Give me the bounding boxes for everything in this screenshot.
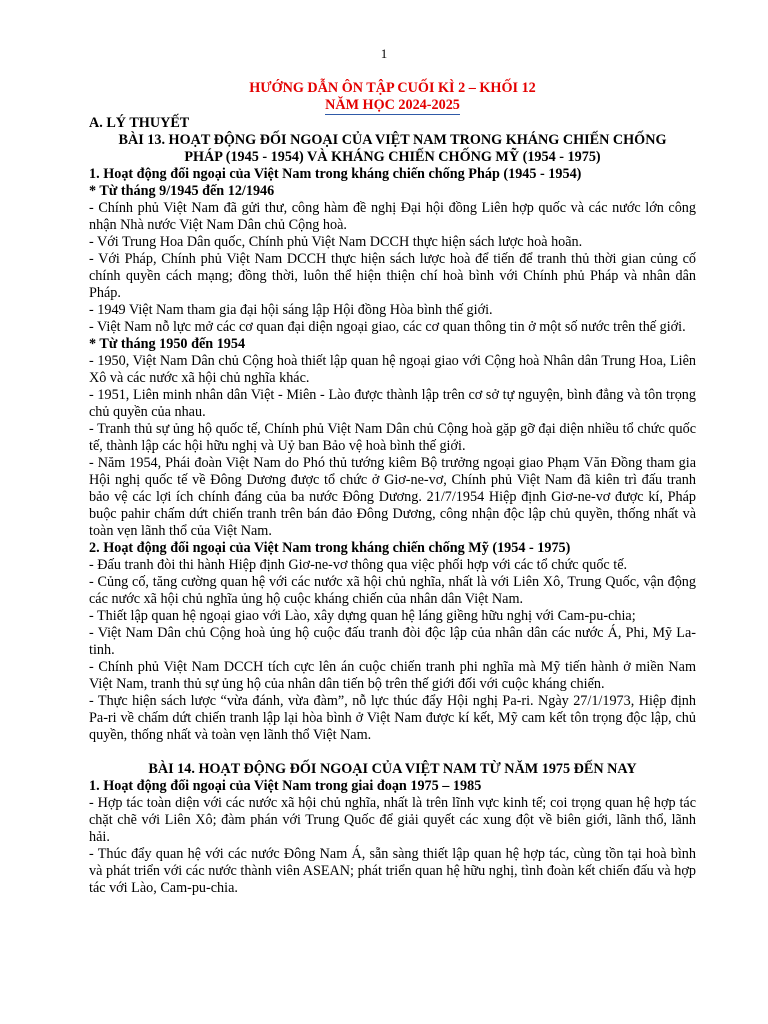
paragraph: - Năm 1954, Phái đoàn Việt Nam do Phó thủ tướng kiêm Bộ trưởng ngoại giao Phạm Văn Đồng tham gia Hội nghị quốc tế về Đông Dương được tổ chức ở Giơ-ne-vơ, Chính phủ Việt Nam đã kiên trì đấu tranh bảo vệ các lợi ích chính đáng của ba nước Đông Dương. 21/7/1954 Hiệp định Giơ-ne-vơ được kí, Pháp buộc pahir chấm dứt chiến tranh trên bán đảo Đông Dương, công nhận độc lập chủ quyền, thống nhất và toàn vẹn lãnh thổ của Việt Nam.: [89, 455, 696, 539]
paragraph: - Thiết lập quan hệ ngoại giao với Lào, xây dựng quan hệ láng giềng hữu nghị với Cam-pu-chia;: [89, 608, 636, 624]
paragraph: - Chính phủ Việt Nam DCCH tích cực lên án cuộc chiến tranh phi nghĩa mà Mỹ tiến hành ở miền Nam Việt Nam, tranh thủ sự ủng hộ của nhân dân tiến bộ trên thế giới đối với cuộc kháng chiến.: [89, 659, 696, 692]
paragraph: - Hợp tác toàn diện với các nước xã hội chủ nghĩa, nhất là trên lĩnh vực kinh tế; coi trọng quan hệ hợp tác chặt chẽ với Liên Xô; đàm phán với Trung Quốc để giải quyết các xung đột về biên giới, lãnh thổ, lãnh hải.: [89, 795, 696, 845]
paragraph: - 1951, Liên minh nhân dân Việt - Miên - Lào được thành lập trên cơ sở tự nguyện, bình đẳng và tôn trọng chủ quyền của nhau.: [89, 387, 696, 420]
paragraph: - Việt Nam nỗ lực mở các cơ quan đại diện ngoại giao, các cơ quan thông tin ở một số nước trên thế giới.: [89, 319, 686, 335]
lesson13-heading-line2: PHÁP (1945 - 1954) VÀ KHÁNG CHIẾN CHỐNG MỸ (1954 - 1975): [184, 149, 601, 165]
document-subtitle: [89, 97, 696, 115]
period1-heading: * Từ tháng 9/1945 đến 12/1946: [89, 183, 275, 199]
period2-heading: * Từ tháng 1950 đến 1954: [89, 336, 246, 352]
paragraph: - Với Trung Hoa Dân quốc, Chính phủ Việt Nam DCCH thực hiện sách lược hoà hoãn.: [89, 234, 583, 250]
section-heading-theory: A. LÝ THUYẾT: [89, 115, 190, 131]
paragraph: - Với Pháp, Chính phủ Việt Nam DCCH thực hiện sách lược hoà để tiến để tranh thủ thời gian củng cố chính quyền cách mạng; đồng thời, luôn thể hiện thiện chí hoà bình với Chính phủ Pháp và nhân dân Pháp.: [89, 251, 696, 301]
paragraph: - Thực hiện sách lược “vừa đánh, vừa đàm”, nỗ lực thúc đẩy Hội nghị Pa-ri. Ngày 27/1/1973, Hiệp định Pa-ri về chấm dứt chiến tranh lập lại hòa bình ở Việt Nam được kí kết, Mỹ cam kết tôn trọng độc lập, chủ quyền, thống nhất và toàn vẹn lãnh thổ Việt Nam.: [89, 693, 696, 743]
paragraph: - Thúc đẩy quan hệ với các nước Đông Nam Á, sẵn sàng thiết lập quan hệ hợp tác, cùng tồn tại hoà bình và phát triển với các nước thành viên ASEAN; phát triển quan hệ hữu nghị, tình đoàn kết chiến đấu và hợp tác với Lào, Cam-pu-chia.: [89, 846, 696, 896]
document-title: HƯỚNG DẪN ÔN TẬP CUỐI KÌ 2 – KHỐI 12: [249, 80, 536, 96]
paragraph: - Củng cố, tăng cường quan hệ với các nước xã hội chủ nghĩa, nhất là với Liên Xô, Trung Quốc, vận động các nước xã hội chủ nghĩa ủng hộ cuộc kháng chiến của nhân dân Việt Nam.: [89, 574, 696, 607]
spacer: [89, 744, 696, 761]
document-body: [89, 80, 696, 897]
paragraph: - Việt Nam Dân chủ Cộng hoà ủng hộ cuộc đấu tranh đòi độc lập của nhân dân các nước Á, Phi, Mỹ La-tinh.: [89, 625, 696, 658]
paragraph: - 1950, Việt Nam Dân chủ Cộng hoà thiết lập quan hệ ngoại giao với Cộng hoà Nhân dân Trung Hoa, Liên Xô và các nước xã hội chủ nghĩa khác.: [89, 353, 696, 386]
school-year: NĂM HỌC 2024-2025: [325, 97, 460, 113]
paragraph: - 1949 Việt Nam tham gia đại hội sáng lập Hội đồng Hòa bình thế giới.: [89, 302, 493, 318]
lesson14-part1-heading: 1. Hoạt động đối ngoại của Việt Nam trong giai đoạn 1975 – 1985: [89, 778, 482, 794]
page-number: 1: [380, 46, 388, 61]
lesson13-part2-heading: 2. Hoạt động đối ngoại của Việt Nam trong kháng chiến chống Mỹ (1954 - 1975): [89, 540, 571, 556]
paragraph: - Tranh thủ sự ủng hộ quốc tế, Chính phủ Việt Nam Dân chủ Cộng hoà gặp gỡ đại diện nhiều tổ chức quốc tế, thành lập các hội hữu nghị và Uỷ ban Bảo vệ hoà bình thế giới.: [89, 421, 696, 454]
paragraph: - Chính phủ Việt Nam đã gửi thư, công hàm đề nghị Đại hội đồng Liên hợp quốc và các nước lớn công nhận Nhà nước Việt Nam Dân chủ Cộng hoà.: [89, 200, 696, 233]
lesson14-heading: BÀI 14. HOẠT ĐỘNG ĐỐI NGOẠI CỦA VIỆT NAM TỪ NĂM 1975 ĐẾN NAY: [148, 761, 637, 777]
lesson13-part1-heading: 1. Hoạt động đối ngoại của Việt Nam trong kháng chiến chống Pháp (1945 - 1954): [89, 166, 582, 182]
paragraph: - Đấu tranh đòi thi hành Hiệp định Giơ-ne-vơ thông qua việc phối hợp với các tổ chức quốc tế.: [89, 557, 628, 573]
lesson13-heading-line1: BÀI 13. HOẠT ĐỘNG ĐỐI NGOẠI CỦA VIỆT NAM TRONG KHÁNG CHIẾN CHỐNG: [118, 132, 667, 148]
